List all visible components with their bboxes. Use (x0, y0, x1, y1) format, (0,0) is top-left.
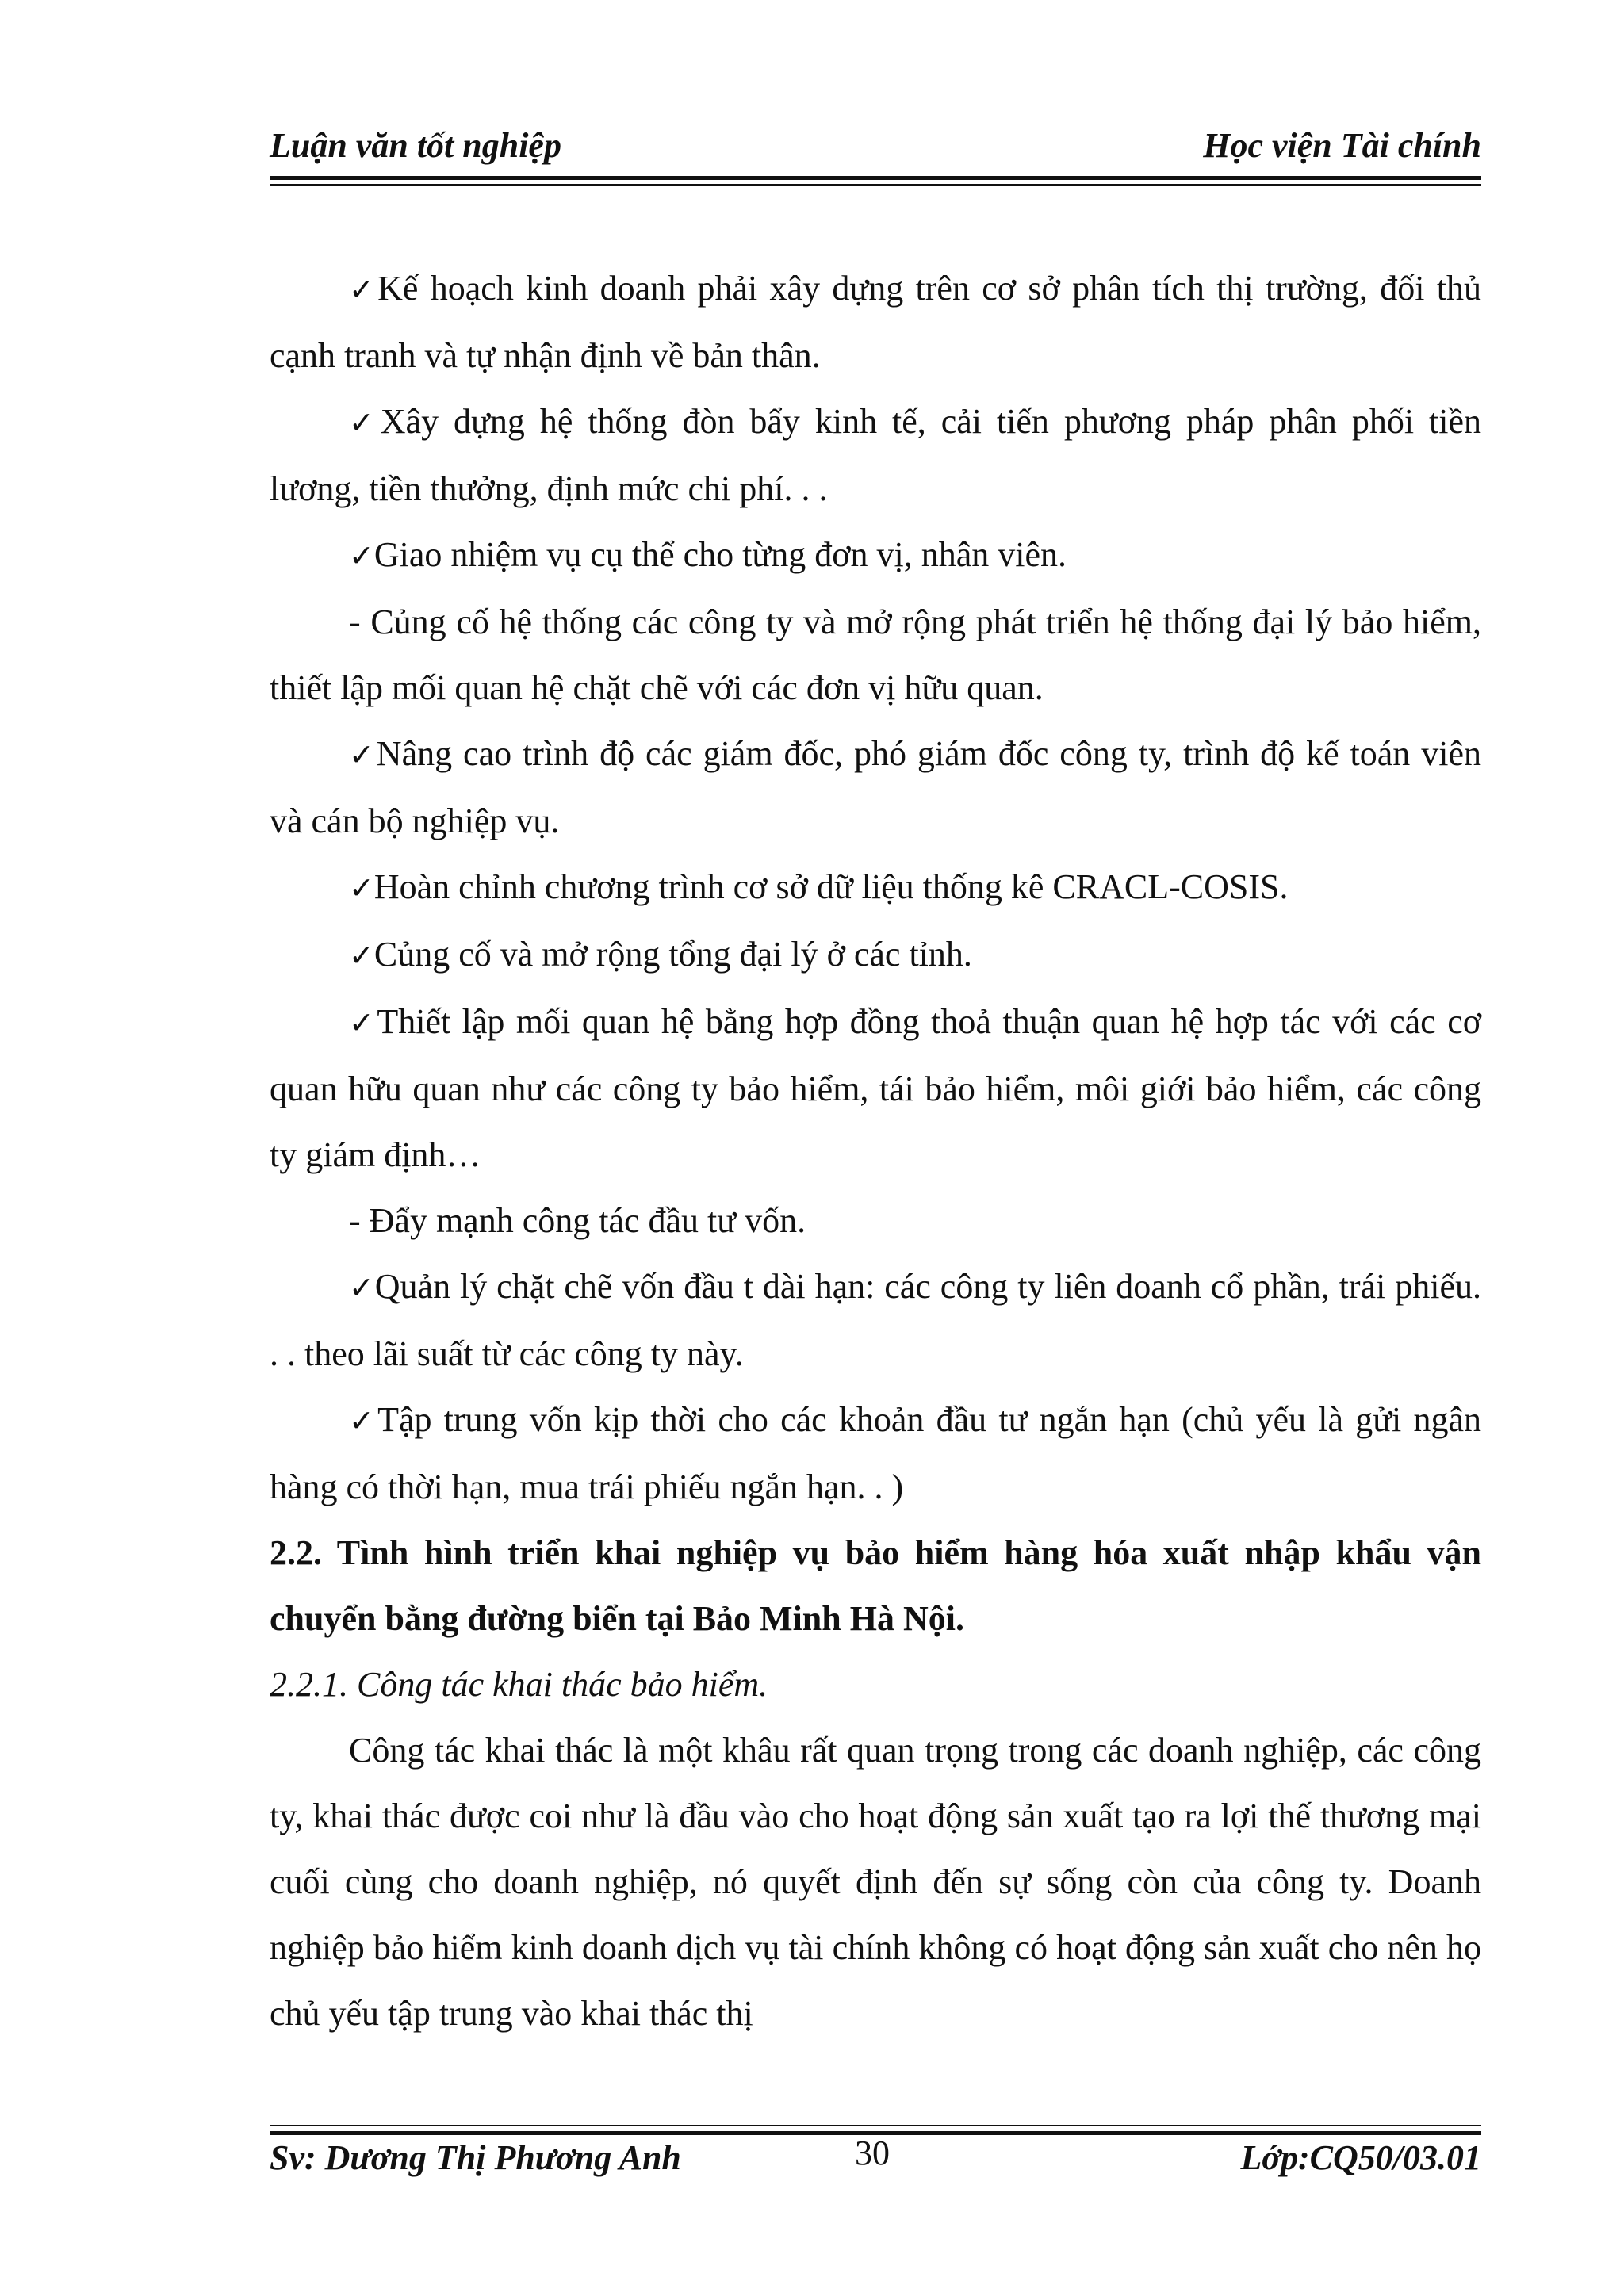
header-rule (270, 176, 1481, 180)
page-number: 30 (855, 2133, 890, 2172)
section-heading: 2.2. Tình hình triển khai nghiệp vụ bảo hiểm hàng hóa xuất nhập khẩu vận chuyển bằng đường biển tại Bảo Minh Hà Nội. (270, 1533, 1481, 1638)
checkmark-icon: ✓ (349, 1005, 377, 1040)
list-item-text: Thiết lập mối quan hệ bằng hợp đồng thoả thuận quan hệ hợp tác với các cơ quan hữu quan như các công ty bảo hiểm, tái bảo hiểm, môi giới bảo hiểm, các công ty giám định… (270, 1002, 1481, 1174)
checkmark-icon: ✓ (349, 1270, 375, 1305)
list-item (270, 388, 1481, 522)
list-item (270, 854, 1481, 921)
header-institution-label: Học viện Tài chính (1203, 126, 1481, 165)
list-item (270, 522, 1481, 589)
subsection-heading: 2.2.1. Công tác khai thác bảo hiểm. (270, 1665, 768, 1704)
page-footer (270, 2133, 1481, 2188)
list-item (270, 1253, 1481, 1387)
document-body (270, 255, 1481, 2046)
list-item-text: Tập trung vốn kịp thời cho các khoản đầu tư ngắn hạn (chủ yếu là gửi ngân hàng có thời hạn, mua trái phiếu ngắn hạn. . ) (270, 1400, 1481, 1506)
list-item-text: Quản lý chặt chẽ vốn đầu t dài hạn: các công ty liên doanh cổ phần, trái phiếu. . . theo lãi suất từ các công ty này. (270, 1267, 1481, 1373)
checkmark-icon: ✓ (349, 538, 374, 573)
list-item-text: Giao nhiệm vụ cụ thể cho từng đơn vị, nhân viên. (373, 535, 1067, 574)
footer-student-name: Sv: Dương Thị Phương Anh (270, 2138, 681, 2177)
list-item (270, 721, 1481, 854)
dash-item-text: - Củng cố hệ thống các công ty và mở rộng phát triển hệ thống đại lý bảo hiểm, thiết lập mối quan hệ chặt chẽ với các đơn vị hữu quan. (270, 603, 1481, 707)
header-thesis-label: Luận văn tốt nghiệp (270, 126, 561, 165)
dash-item-text: - Đẩy mạnh công tác đầu tư vốn. (349, 1201, 806, 1240)
checkmark-icon: ✓ (349, 405, 381, 440)
header-rule-secondary (270, 184, 1481, 186)
dash-item (270, 589, 1481, 721)
footer-class-code: Lớp:CQ50/03.01 (1240, 2138, 1481, 2177)
list-item (270, 989, 1481, 1188)
list-item-text: Xây dựng hệ thống đòn bẩy kinh tế, cải tiến phương pháp phân phối tiền lương, tiền thưởng, định mức chi phí. . . (270, 402, 1481, 508)
checkmark-icon: ✓ (349, 737, 377, 772)
list-item-text: Hoàn chỉnh chương trình cơ sở dữ liệu thống kê CRACL-COSIS. (373, 867, 1289, 906)
dash-item (270, 1188, 1481, 1253)
page-header (270, 119, 1481, 174)
list-item-text: Nâng cao trình độ các giám đốc, phó giám đốc công ty, trình độ kế toán viên và cán bộ nghiệp vụ. (270, 734, 1482, 840)
list-item-text: Kế hoạch kinh doanh phải xây dựng trên cơ sở phân tích thị trường, đối thủ cạnh tranh và tự nhận định về bản thân. (270, 269, 1481, 375)
list-item (270, 921, 1481, 989)
checkmark-icon: ✓ (349, 272, 378, 307)
list-item (270, 255, 1481, 388)
checkmark-icon: ✓ (349, 1403, 378, 1438)
checkmark-icon: ✓ (349, 938, 374, 973)
footer-rule-secondary (270, 2125, 1481, 2126)
list-item (270, 1387, 1481, 1520)
body-paragraph: Công tác khai thác là một khâu rất quan trọng trong các doanh nghiệp, các công ty, khai thác được coi như là đầu vào cho hoạt động sản xuất tạo ra lợi thế thương mại cuối cùng cho doanh nghiệp, nó quyết định đến sự sống còn của công ty. Doanh nghiệp bảo hiểm kinh doanh dịch vụ tài chính không có hoạt động sản xuất cho nên họ chủ yếu tập trung vào khai thác thị (270, 1731, 1481, 2033)
checkmark-icon: ✓ (349, 871, 374, 905)
list-item-text: Củng cố và mở rộng tổng đại lý ở các tỉnh. (373, 935, 972, 974)
